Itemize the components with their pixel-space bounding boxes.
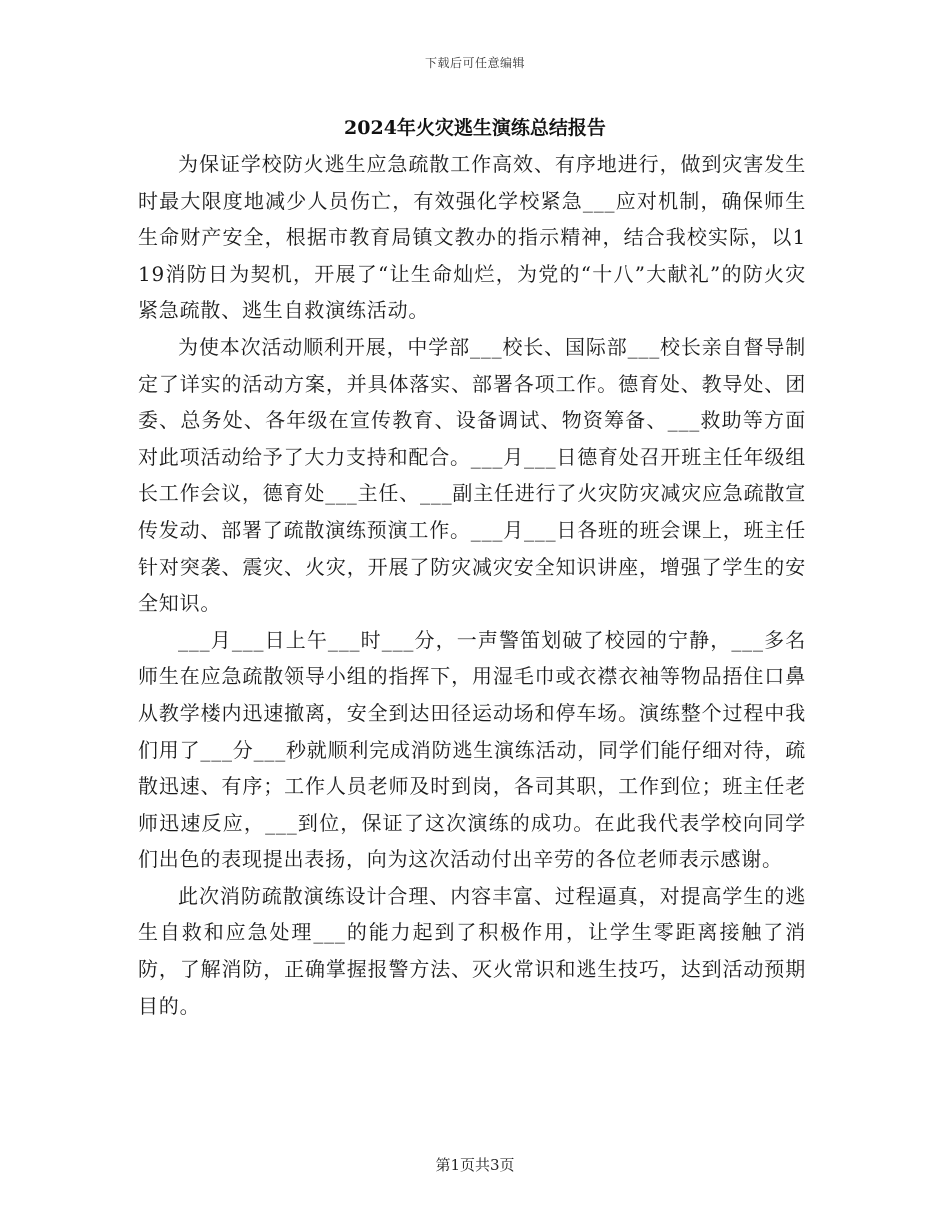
header-note: 下载后可任意编辑 (424, 56, 525, 70)
paragraph-2: 为使本次活动顺利开展，中学部___校长、国际部___校长亲自督导制定了详实的活动方案，并具体落实、部署各项工作。德育处、教导处、团委、总务处、各年级在宣传教育、设备调试、物资筹备、___救助等方面对此项活动给予了大力支持和配合。___月___日德育处召开班主任年级组长工作会议，德育处___主任、___副主任进行了火灾防灾减灾应急疏散宣传发动、部署了疏散演练预演工作。___月___日各班的班会课上，班主任针对突袭、震灾、火灾，开展了防灾减灾安全知识讲座，增强了学生的安全知识。 (138, 334, 806, 616)
paragraph-1: 为保证学校防火逃生应急疏散工作高效、有序地进行，做到灾害发生时最大限度地减少人员伤亡，有效强化学校紧急___应对机制，确保师生生命财产安全，根据市教育局镇文教办的指示精神，结合我校实际，以119消防日为契机，开展了“让生命灿烂，为党的“十八”大献礼”的防火灾紧急疏散、逃生自救演练活动。 (138, 152, 806, 323)
page-number: 第1页共3页 (435, 1156, 515, 1174)
document-body (138, 146, 806, 1024)
document-title: 2024年火灾逃生演练总结报告 (344, 117, 606, 139)
paragraph-3: ___月___日上午___时___分，一声警笛划破了校园的宁静，___多名师生在应急疏散领导小组的指挥下，用湿毛巾或衣襟衣袖等物品捂住口鼻从教学楼内迅速撤离，安全到达田径运动场和停车场。演练整个过程中我们用了___分___秒就顺利完成消防逃生演练活动，同学们能仔细对待，疏散迅速、有序；工作人员老师及时到岗，各司其职，工作到位；班主任老师迅速反应，___到位，保证了这次演练的成功。在此我代表学校向同学们出色的表现提出表扬，向为这次活动付出辛劳的各位老师表示感谢。 (138, 627, 806, 872)
paragraph-4: 此次消防疏散演练设计合理、内容丰富、过程逼真，对提高学生的逃生自救和应急处理___的能力起到了积极作用，让学生零距离接触了消防，了解消防，正确掌握报警方法、灭火常识和逃生技巧，达到活动预期目的。 (138, 883, 806, 1018)
